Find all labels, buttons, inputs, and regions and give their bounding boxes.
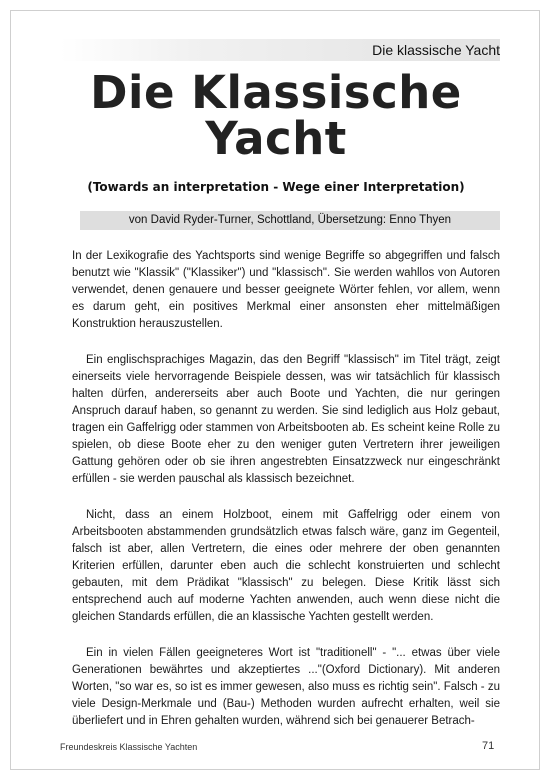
article-body — [72, 248, 500, 749]
running-title: Die klassische Yacht — [372, 42, 500, 58]
paragraph: Nicht, dass an einem Holzboot, einem mit Gaffelrigg oder einem von Arbeitsbooten abstammenden grundsätzlich etwas falsch wäre, ganz im Gegenteil, falsch ist aber, allen Vertretern, die eines oder mehrere der oben genannten Kriterien erfüllen, darunter eben auch die schlecht konstruierten und schlecht gebauten, mit dem Prädikat "klassisch" zu belegen. Diese Kritik lässt sich entsprechend auch auf moderne Yachten anwenden, auch wenn diese nicht die gleichen Standards erfüllen, die an klassische Yachten gestellt werden. — [72, 509, 500, 623]
article-byline: von David Ryder-Turner, Schottland, Übersetzung: Enno Thyen — [128, 214, 452, 226]
paragraph: In der Lexikografie des Yachtsports sind wenige Begriffe so abgegriffen und falsch benutzt wie "Klassik" ("Klassiker") und "klassisch". Sie werden wahllos von Autoren verwendet, denen genauere und besser geeignete Wörter fehlen, vor allem, wenn es darum geht, ein positives Merkmal einer ansonsten eher mittelmäßigen Konstruktion herauszustellen. — [72, 250, 500, 330]
paragraph: Ein englischsprachiges Magazin, das den Begriff "klassisch" im Titel trägt, zeigt einerseits viele hervorragende Beispiele dessen, was wir tatsächlich für klassisch halten dürfen, andererseits aber auch Boote und Yachten, die nur geringen Anspruch darauf haben, so genannt zu werden. Sie sind lediglich aus Holz gebaut, tragen ein Gaffelrigg oder stammen von Arbeitsbooten ab. Es scheint keine Rolle zu spielen, ob diese Boote eher zu den weniger guten Vertretern ihrer jeweiligen Gattung gehören oder ob sie ihren angestrebten Einsatzzweck nur eingeschränkt erfüllen - sie werden pauschal als klassisch bezeichnet. — [72, 354, 500, 485]
article-subtitle: (Towards an interpretation - Wege einer Interpretation) — [87, 180, 465, 194]
article-title — [0, 66, 552, 165]
footer-publisher: Freundeskreis Klassische Yachten — [60, 742, 198, 752]
article-title-text: Die Klassische Yacht — [90, 66, 462, 165]
paragraph: Ein in vielen Fällen geeigneteres Wort ist "traditionell" - "... etwas über viele Generationen bewährtes und akzeptiertes ..."(Oxford Dictionary). Mit anderen Worten, "so war es, so ist es immer gewesen, also muss es richtig sein". Falsch - zu viele Design-Merkmale und (Bau-) Methoden wurden aufrecht erhalten, weil sie überliefert und in Ehren gehalten wurden, während sich bei genauerer Betrach- — [72, 647, 500, 727]
page-number: 71 — [482, 740, 495, 752]
